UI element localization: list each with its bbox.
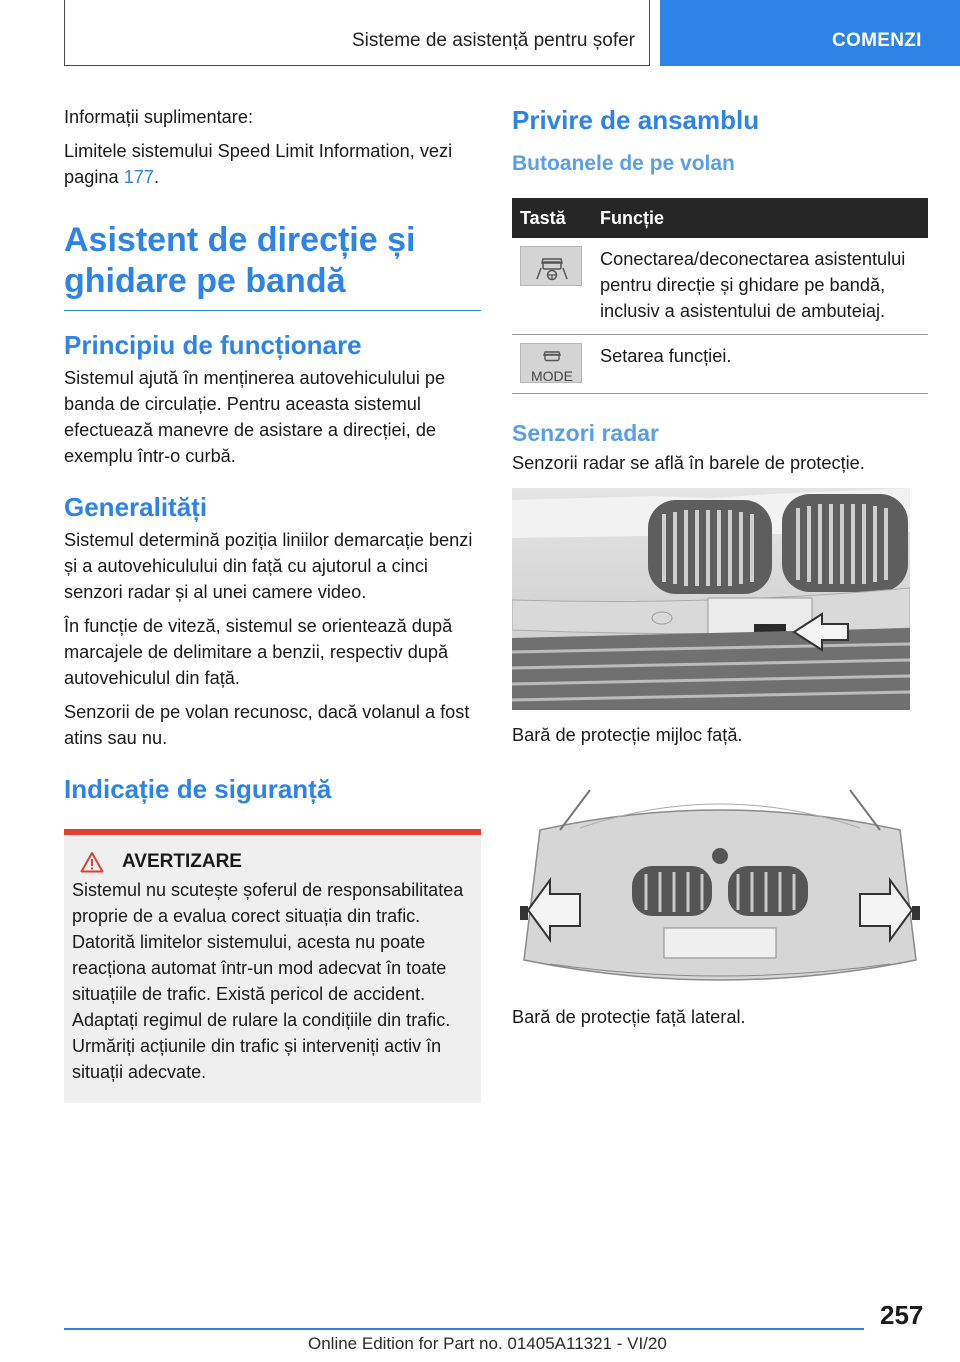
warning-triangle-icon xyxy=(80,851,104,873)
footer-edition: Online Edition for Part no. 01405A11321 - VI/20 xyxy=(308,1334,667,1353)
overview-heading: Privire de ansamblu xyxy=(512,105,760,135)
front-bumper-side-image xyxy=(520,770,920,992)
general-paragraph-3: Senzorii de pe volan recunosc, dacă volanul a fost atins sau nu. xyxy=(64,702,470,748)
header-chapter-label: COMENZI xyxy=(832,30,922,51)
table-cell-function: Conectarea/deconectarea asistentului pentru direcție și ghidare pe bandă, inclusiv a asistentului de ambuteiaj. xyxy=(596,238,928,335)
header-section-title: Sisteme de asistență pentru șofer xyxy=(351,30,635,51)
mode-button-icon xyxy=(520,343,582,383)
safety-heading: Indicație de siguranță xyxy=(64,774,332,804)
page-link[interactable]: 177 xyxy=(123,167,155,187)
table-row xyxy=(512,238,928,335)
table-header-row xyxy=(512,198,928,238)
lane-assist-button-icon xyxy=(520,246,582,286)
table-header-function: Funcție xyxy=(596,198,928,238)
front-bumper-center-image xyxy=(512,488,910,710)
mode-button-label: MODE xyxy=(531,368,573,384)
principle-heading: Principiu de funcționare xyxy=(64,330,362,360)
principle-text: Sistemul ajută în menținerea autovehiculului pe banda de circulație. Pentru aceasta sistemul efectuează manevre de asistare a direcției, de exemplu într-o curbă. xyxy=(64,368,446,466)
buttons-heading: Butoanele de pe volan xyxy=(512,152,735,175)
warning-box xyxy=(64,829,481,1103)
page-number: 257 xyxy=(880,1300,924,1330)
general-paragraph-2: În funcție de viteză, sistemul se orientează după marcajele de delimitare a benzii, respectiv după autovehiculul din față. xyxy=(64,616,453,688)
right-column xyxy=(512,104,928,1038)
general-paragraph-1: Sistemul determină poziția liniilor demarcație benzi și a autovehiculului din față cu ajutorul a cinci senzori radar și al unei camere video. xyxy=(64,530,473,602)
buttons-table xyxy=(512,198,928,394)
table-cell-function: Setarea funcției. xyxy=(596,335,928,394)
header-section-box xyxy=(64,0,650,66)
page-title: Asistent de direcție și ghidare pe bandă xyxy=(64,220,481,311)
radar-heading: Senzori radar xyxy=(512,420,659,446)
caption-center-bumper: Bară de protecție mijloc față. xyxy=(512,725,743,745)
header-chapter-tab[interactable] xyxy=(660,0,960,66)
caption-side-bumper: Bară de protecție față lateral. xyxy=(512,1007,746,1027)
table-header-key: Tastă xyxy=(512,198,596,238)
info-label: Informații suplimentare: xyxy=(64,107,254,127)
radar-text: Senzorii radar se află în barele de protecție. xyxy=(512,453,865,473)
warning-title: AVERTIZARE xyxy=(122,851,242,872)
table-row xyxy=(512,335,928,394)
info-text: Limitele sistemului Speed Limit Information, vezi pagina 177. xyxy=(64,141,453,187)
general-heading: Generalități xyxy=(64,492,208,522)
warning-header xyxy=(72,851,473,873)
footer-divider xyxy=(64,1328,864,1330)
left-column xyxy=(64,104,481,1103)
warning-text: Sistemul nu scutește șoferul de responsabilitatea proprie de a evalua corect situația din trafic. Datorită limitelor sistemului, acesta nu poate reacționa automat într-un mod adecvat în toate situațiile de trafic. Există pericol de accident. Adaptați regimul de rulare la condițiile din trafic. Urmăriți acțiunile din trafic și interveniți activ în situații adecvate. xyxy=(72,880,464,1082)
